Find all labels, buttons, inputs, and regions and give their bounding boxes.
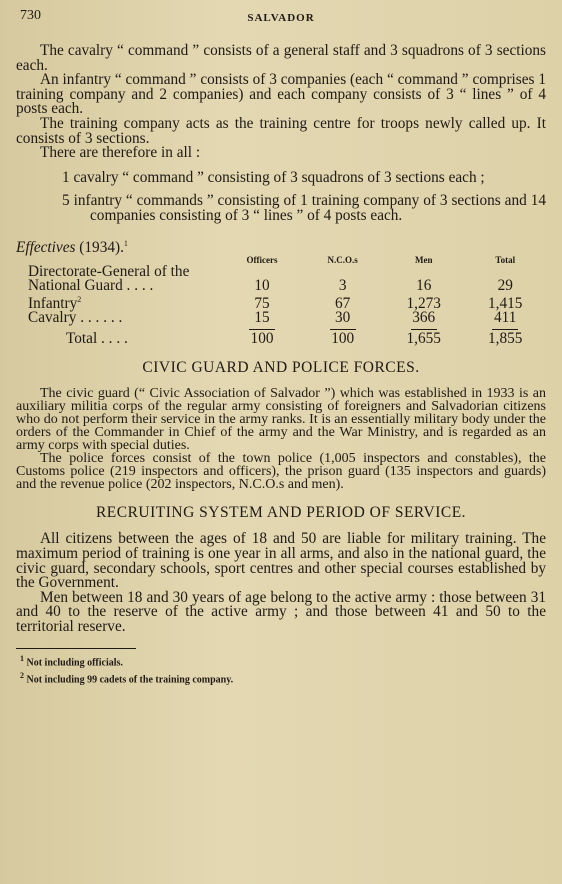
cell-officers: 15 xyxy=(254,309,270,327)
cell-total: 29 xyxy=(497,277,513,295)
column-header-officers: Officers xyxy=(246,255,278,266)
effectives-section xyxy=(16,237,546,347)
cell-total: 1,415 xyxy=(488,295,523,313)
effectives-table xyxy=(16,253,546,346)
cell-men: 366 xyxy=(412,309,436,327)
cell-men: 16 xyxy=(416,277,432,295)
row-label-infantry: Infantry$^2$ xyxy=(28,295,82,313)
row-label-directorate: Directorate-General of the National Guard . . . . xyxy=(28,263,190,295)
cell-ncos: 67 xyxy=(335,295,351,313)
cell-officers-total: 100 xyxy=(250,330,274,348)
cell-ncos-total: 100 xyxy=(331,330,355,348)
footnote-2: $^2$ Not including 99 cadets of the training company. xyxy=(20,670,234,686)
paragraph-cavalry-command: The cavalry “ command ” consists of a general staff and 3 squadrons of 3 sections each. xyxy=(16,42,546,74)
column-header-men: Men xyxy=(414,255,433,266)
page-header xyxy=(16,6,546,28)
effectives-title: Effectives xyxy=(16,238,76,256)
cell-officers: 75 xyxy=(254,295,270,313)
footnote-mark-2: 2 xyxy=(77,295,82,305)
footnote-rule xyxy=(16,648,136,649)
cell-total-total: 1,855 xyxy=(488,330,523,348)
table-total-row xyxy=(16,325,546,346)
paragraph-civic-guard: The civic guard (“ Civic Association of Salvador ”) which was established in 1933 is an auxiliary militia corps of the regular army consisting of foreigners and Salvadorian citizens who do not perform their service in the army ranks. It is an essentially military body under the orders of the Commander in Chief of the army and the War Ministry, and is regarded as an army corps with special duties. xyxy=(16,386,546,454)
running-head: SALVADOR xyxy=(247,12,315,24)
footnote-1: $^1$ Not including officials. xyxy=(20,654,123,669)
paragraph-liability: All citizens between the ages of 18 and 50 are liable for military training. The maximum period of training is one year in all arms, and also in the national guard, the civic guard, secondary schools, sport centres and other special courses established by the Government. xyxy=(16,530,546,592)
column-header-ncos: N.C.O.s xyxy=(327,255,358,266)
paragraph-training-company: The training company acts as the training centre for troops newly called up. It consists of 3 sections. xyxy=(16,114,546,147)
paragraph-summary-intro: There are therefore in all : xyxy=(40,144,201,162)
section-heading-recruiting: RECRUITING SYSTEM AND PERIOD OF SERVICE. xyxy=(95,504,467,522)
row-label-cavalry: Cavalry . . . . . . xyxy=(28,309,123,327)
paragraph-police-forces: The police forces consist of the town police (1,005 inspectors and constables), the Customs police (219 inspectors and officers), the prison guard (135 inspectors and guards) and the revenue police (202 inspectors, N.C.O.s and men). xyxy=(16,451,546,493)
cell-ncos: 3 xyxy=(338,277,347,295)
cell-ncos: 30 xyxy=(335,309,351,327)
table-row xyxy=(16,265,546,293)
table-row xyxy=(16,311,546,325)
list-item-infantry: 5 infantry “ commands ” consisting of 1 training company of 3 sections and 14 companies consisting of 3 “ lines ” of 4 posts each. xyxy=(62,192,546,224)
column-header-total: Total xyxy=(495,255,516,266)
row-label-total: Total . . . . xyxy=(66,330,128,348)
effectives-year: (1934). xyxy=(79,238,124,256)
cell-total: 411 xyxy=(494,309,517,327)
list-item-cavalry: 1 cavalry “ command ” consisting of 3 squadrons of 3 sections each ; xyxy=(62,168,485,186)
cell-men: 1,273 xyxy=(406,295,441,313)
paragraph-infantry-command: An infantry “ command ” consists of 3 companies (each “ command ” comprises 1 training company and 2 companies) and each company consists of 3 “ lines ” of 4 posts each. xyxy=(16,71,546,118)
paragraph-age-groups: Men between 18 and 30 years of age belong to the active army : those between 31 and 40 to the reserve of the active army ; and those between 41 and 50 to the territorial reserve. xyxy=(16,588,546,635)
page-number: 730 xyxy=(20,8,41,23)
footnote-mark-1: 1 xyxy=(123,238,128,248)
cell-men-total: 1,655 xyxy=(406,330,441,348)
cell-officers: 10 xyxy=(254,277,270,295)
section-heading-civic-guard: CIVIC GUARD AND POLICE FORCES. xyxy=(142,359,420,377)
